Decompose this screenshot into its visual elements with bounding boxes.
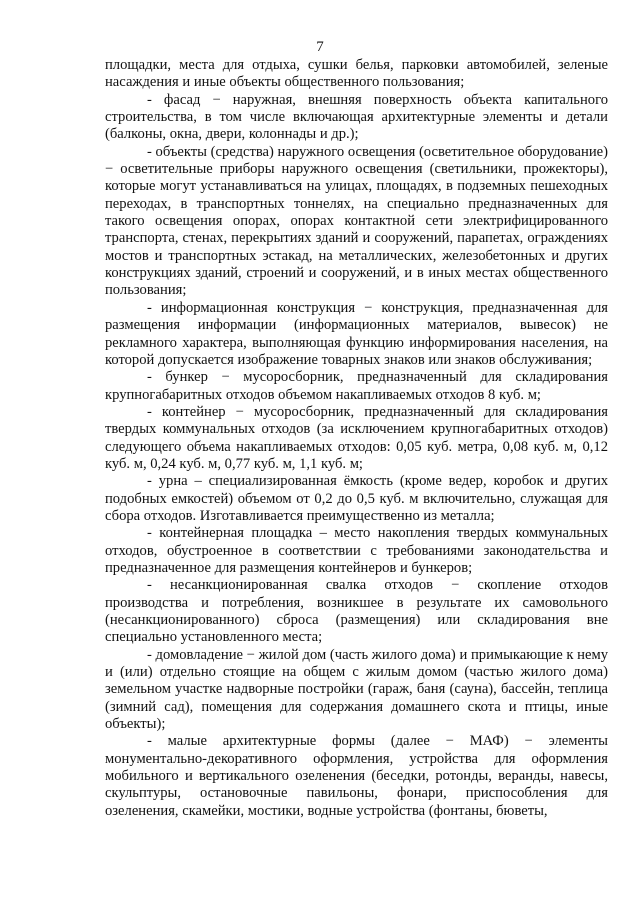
paragraph-small-architectural-forms-definition: - малые архитектурные формы (далее − МАФ) − элементы монументально-декоративного оформления, устройства для оформления мобильного и вертикального озеленения (беседки, ротонды, веранды, навесы, скульптуры, остановочные павильоны, фонари, приспособления для озеленения, скамейки, мостики, водные устройства (фонтаны, бюветы,	[105, 733, 608, 819]
page-number: 7	[316, 39, 324, 55]
paragraph-container-site-definition: - контейнерная площадка – место накопления твердых коммунальных отходов, обустроенное в соответствии с требованиями законодательства и предназначенное для размещения контейнеров и бункеров;	[105, 525, 608, 576]
paragraph-urn-definition: - урна – специализированная ёмкость (кроме ведер, коробок и других подобных емкостей) объемом от 0,2 до 0,5 куб. м включительно, служащая для сбора отходов. Изготавливается преимущественно из металла;	[105, 473, 608, 524]
paragraph-bunker-definition: - бункер − мусоросборник, предназначенный для складирования крупногабаритных отходов объемом накапливаемых отходов 8 куб. м;	[105, 369, 608, 403]
paragraph-household-definition: - домовладение − жилой дом (часть жилого дома) и примыкающие к нему и (или) отдельно стоящие на общем с жилым домом (частью жилого дома) земельном участке надворные постройки (гараж, баня (сауна), бассейн, теплица (зимний сад), помещения для содержания домашнего скота и птицы, иные объекты);	[105, 646, 608, 733]
paragraph-information-structure-definition: - информационная конструкция − конструкция, предназначенная для размещения информации (информационных материалов, вывесок) не рекламного характера, выполняющая функцию информирования населения, на которой допускается изображение товарных знаков или знаков обслуживания;	[105, 299, 608, 368]
paragraph-illegal-dump-definition: - несанкционированная свалка отходов − скопление отходов производства и потребления, возникшее в результате их самовольного (несанкционированного) сброса (размещения) или складирования вне специально установленного места;	[105, 577, 608, 646]
paragraph-container-definition: - контейнер − мусоросборник, предназначенный для складирования твердых коммунальных отходов (за исключением крупногабаритных отходов) следующего объема накапливаемых отходов: 0,05 куб. метра, 0,08 куб. м, 0,12 куб. м, 0,24 куб. м, 0,77 куб. м, 1,1 куб. м;	[105, 403, 608, 472]
paragraph-facade-definition: - фасад − наружная, внешняя поверхность объекта капитального строительства, в том числе включающая архитектурные элементы и детали (балконы, окна, двери, колоннады и др.);	[105, 91, 608, 143]
document-body	[105, 57, 608, 820]
paragraph-outdoor-lighting-definition: - объекты (средства) наружного освещения (осветительное оборудование) − осветительные приборы наружного освещения (светильники, прожекторы), которые могут устанавливаться на улицах, площадях, в подземных пешеходных переходах, в транспортных тоннелях, на специально предназначенных для такого освещения опорах, опорах контактной сети электрифицированного транспорта, стенах, перекрытиях зданий и сооружений, парапетах, ограждениях мостов и транспортных эстакад, на металлических, железобетонных и других конструкциях зданий, строений и сооружений, и в иных местах общественного пользования;	[105, 143, 608, 299]
paragraph-common-areas-continuation: площадки, места для отдыха, сушки белья, парковки автомобилей, зеленые насаждения и иные объекты общественного пользования;	[105, 57, 608, 91]
